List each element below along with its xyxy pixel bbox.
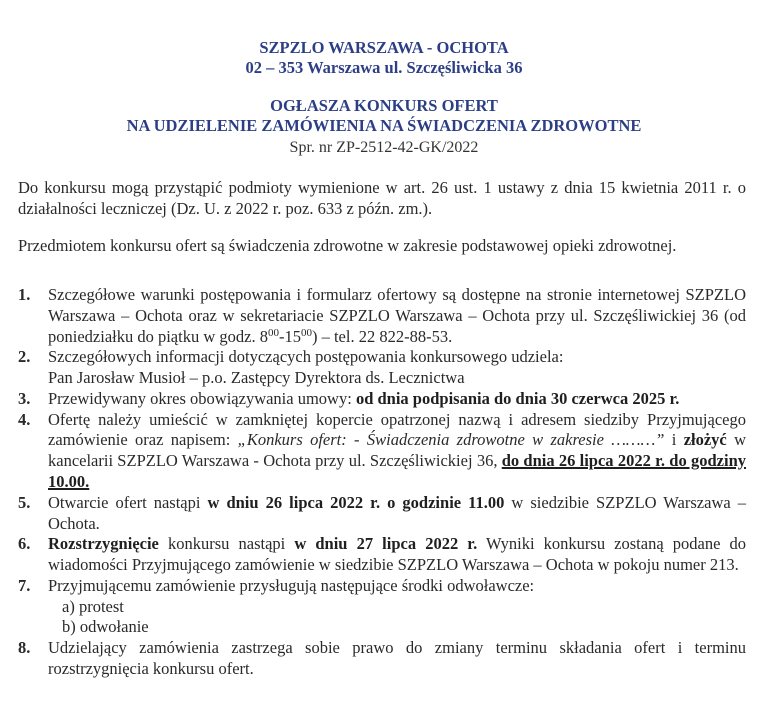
superscript: 00 xyxy=(300,326,312,339)
opening-date: w dniu 26 lipca 2022 r. o godzinie 11.00 xyxy=(207,492,505,512)
contract-period: od dnia podpisania do dnia 30 czerwca 2025 r. xyxy=(355,388,680,408)
superscript: 00 xyxy=(267,326,279,339)
item-text: Szczegółowych informacji dotyczących postępowania konkursowego udziela: xyxy=(48,347,564,367)
appeal-options-list xyxy=(48,597,746,638)
item-number: 6. xyxy=(18,534,31,554)
item-text: Udzielający zamówienia zastrzega sobie prawo do zmiany terminu składania ofert i terminu rozstrzygnięcia konkursu ofert. xyxy=(48,637,746,678)
item-number: 3. xyxy=(18,388,31,408)
list-item xyxy=(18,347,746,389)
item-number: 2. xyxy=(18,347,31,367)
envelope-label: „Konkurs ofert: - Świadczenia zdrowotne w zakresie ………” xyxy=(237,430,672,450)
item-text: Szczegółowe warunki postępowania i formularz ofertowy są dostępne na stronie internetowej SZPZLO Warszawa – Ochota oraz w sekretariacie SZPZLO Warszawa – Ochota przy ul. Szczęśliwickiej 36 (od poniedziałku do piątku w godz. 8 xyxy=(48,285,746,346)
item-text: Przyjmującemu zamówienie przysługują następujące środki odwoławcze: xyxy=(48,575,535,595)
appeal-option: b) odwołanie xyxy=(62,617,149,637)
intro-paragraph-subject: Przedmiotem konkursu ofert są świadczenia zdrowotne w zakresie podstawowej opieki zdrowotnej. xyxy=(18,236,677,255)
item-text: w siedzibie SZPZLO Warszawa – Ochota. xyxy=(48,492,746,533)
list-item xyxy=(18,534,746,576)
list-item xyxy=(18,410,746,493)
item-text: Przewidywany okres obowiązywania umowy: xyxy=(48,388,356,408)
item-number: 7. xyxy=(18,575,31,595)
resolution-date: w dniu 27 lipca 2022 r. xyxy=(294,534,478,554)
item-text: konkursu nastąpi xyxy=(158,534,295,554)
item-number: 1. xyxy=(18,285,31,304)
item-text: Ofertę należy umieścić w zamkniętej kopercie opatrzonej nazwą i adresem siedziby Przyjmującego zamówienie oraz napisem: xyxy=(48,409,746,450)
item-number: 8. xyxy=(18,637,31,657)
reference-number: Spr. nr ZP-2512-42-GK/2022 xyxy=(289,139,479,156)
submission-deadline: do dnia 26 lipca 2022 r. do godziny 10.00. xyxy=(48,451,747,492)
list-item xyxy=(18,389,746,410)
item-text: w kancelarii SZPZLO Warszawa - Ochota przy ul. Szczęśliwickiej 36, xyxy=(48,430,747,471)
item-text: i xyxy=(671,430,684,450)
org-address: 02 – 353 Warszawa ul. Szczęśliwicka 36 xyxy=(245,58,523,77)
appeal-option: a) protest xyxy=(62,596,124,616)
item-text: Wyniki konkursu zostaną podane do wiadomości Przyjmującego zamówienie w siedzibie SZPZLO Warszawa – Ochota w pokoju numer 213. xyxy=(48,534,747,575)
list-item xyxy=(18,576,746,638)
list-item xyxy=(18,493,746,535)
org-name: SZPZLO WARSZAWA - OCHOTA xyxy=(259,38,509,57)
item-text: -15 xyxy=(278,326,301,346)
item-text: ) – tel. 22 822-88-53. xyxy=(311,326,453,346)
item-number: 5. xyxy=(18,492,31,512)
list-item xyxy=(18,285,746,347)
item-text: Otwarcie ofert nastąpi xyxy=(48,492,208,512)
conditions-list xyxy=(18,285,746,680)
list-item xyxy=(18,638,746,680)
item-number: 4. xyxy=(18,409,31,429)
contact-person: Pan Jarosław Musioł – p.o. Zastępcy Dyrektora ds. Lecznictwa xyxy=(48,368,465,388)
item-emphasis: Rozstrzygnięcie xyxy=(48,534,159,554)
announcement-title: OGŁASZA KONKURS OFERT xyxy=(270,96,498,115)
item-emphasis: złożyć xyxy=(683,430,727,450)
announcement-subtitle: NA UDZIELENIE ZAMÓWIENIA NA ŚWIADCZENIA ZDROWOTNE xyxy=(126,116,642,135)
intro-paragraph-eligibility: Do konkursu mogą przystąpić podmioty wymienione w art. 26 ust. 1 ustawy z dnia 15 kwietnia 2011 r. o działalności leczniczej (Dz. U. z 2022 r. poz. 633 z późn. zm.). xyxy=(18,178,746,218)
